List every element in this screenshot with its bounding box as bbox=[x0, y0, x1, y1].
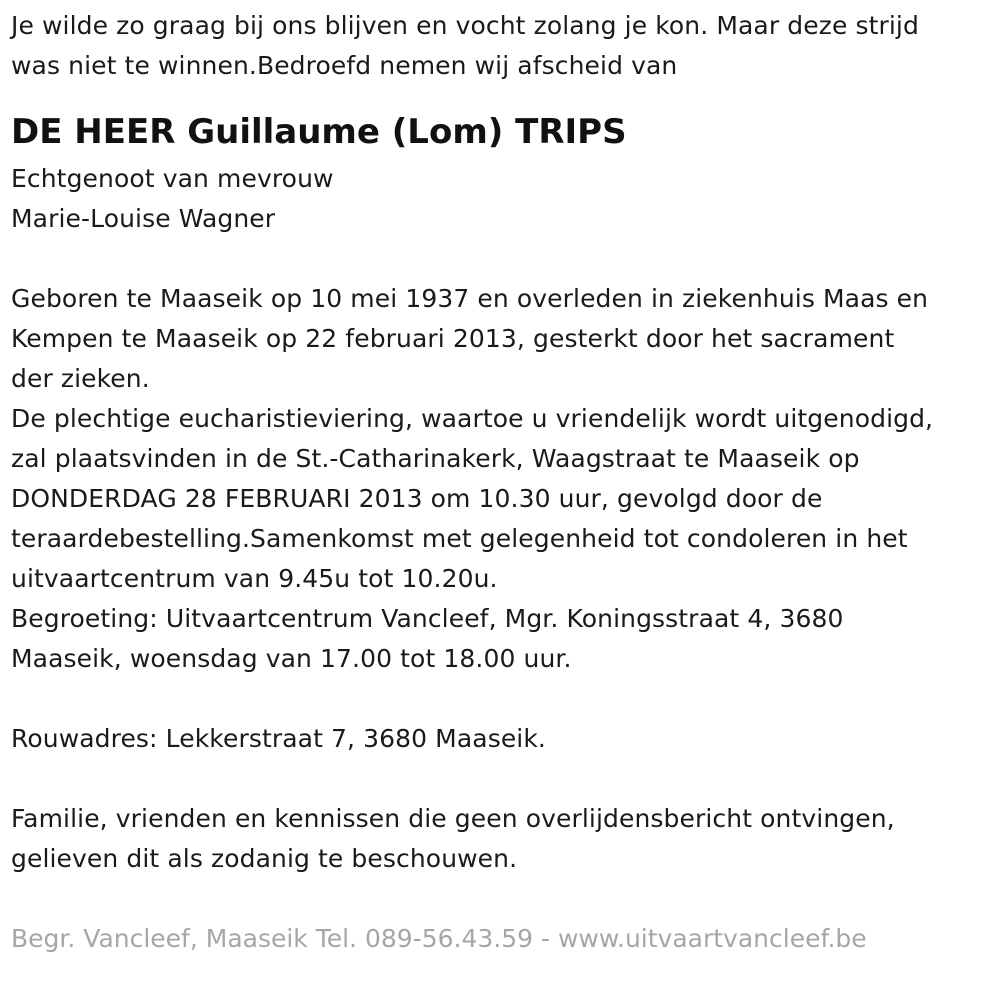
spacer bbox=[11, 239, 990, 279]
notice-line: gelieven dit als zodanig te beschouwen. bbox=[11, 844, 518, 873]
intro-text bbox=[11, 6, 990, 86]
detail-line: der zieken. bbox=[11, 364, 150, 393]
detail-line: teraardebestelling.Samenkomst met gelegenheid tot condoleren in het bbox=[11, 524, 908, 553]
spacer bbox=[11, 679, 990, 719]
intro-line: was niet te winnen.Bedroefd nemen wij afscheid van bbox=[11, 51, 678, 80]
detail-line: Maaseik, woensdag van 17.00 tot 18.00 uur. bbox=[11, 644, 572, 673]
detail-line: DONDERDAG 28 FEBRUARI 2013 om 10.30 uur, gevolgd door de bbox=[11, 484, 823, 513]
detail-line: Begroeting: Uitvaartcentrum Vancleef, Mgr. Koningsstraat 4, 3680 bbox=[11, 604, 844, 633]
detail-line: Kempen te Maaseik op 22 februari 2013, gesterkt door het sacrament bbox=[11, 324, 895, 353]
notice-line: Familie, vrienden en kennissen die geen overlijdensbericht ontvingen, bbox=[11, 804, 895, 833]
detail-line: uitvaartcentrum van 9.45u tot 10.20u. bbox=[11, 564, 498, 593]
funeral-home-contact: Begr. Vancleef, Maaseik Tel. 089-56.43.59 - www.uitvaartvancleef.be bbox=[11, 924, 867, 953]
spouse-line: Echtgenoot van mevrouw bbox=[11, 164, 334, 193]
intro-line: Je wilde zo graag bij ons blijven en vocht zolang je kon. Maar deze strijd bbox=[11, 11, 919, 40]
detail-line: De plechtige eucharistieviering, waartoe u vriendelijk wordt uitgenodigd, bbox=[11, 404, 934, 433]
spouse-line: Marie-Louise Wagner bbox=[11, 204, 276, 233]
spacer bbox=[11, 759, 990, 799]
spouse-info bbox=[11, 159, 990, 239]
family-notice bbox=[11, 799, 990, 879]
mourning-address: Rouwadres: Lekkerstraat 7, 3680 Maaseik. bbox=[11, 724, 546, 753]
spacer bbox=[11, 86, 990, 112]
deceased-name: DE HEER Guillaume (Lom) TRIPS bbox=[11, 112, 627, 152]
detail-line: Geboren te Maaseik op 10 mei 1937 en overleden in ziekenhuis Maas en bbox=[11, 284, 929, 313]
spacer bbox=[11, 879, 990, 919]
detail-line: zal plaatsvinden in de St.-Catharinakerk, Waagstraat te Maaseik op bbox=[11, 444, 860, 473]
funeral-details bbox=[11, 279, 990, 679]
